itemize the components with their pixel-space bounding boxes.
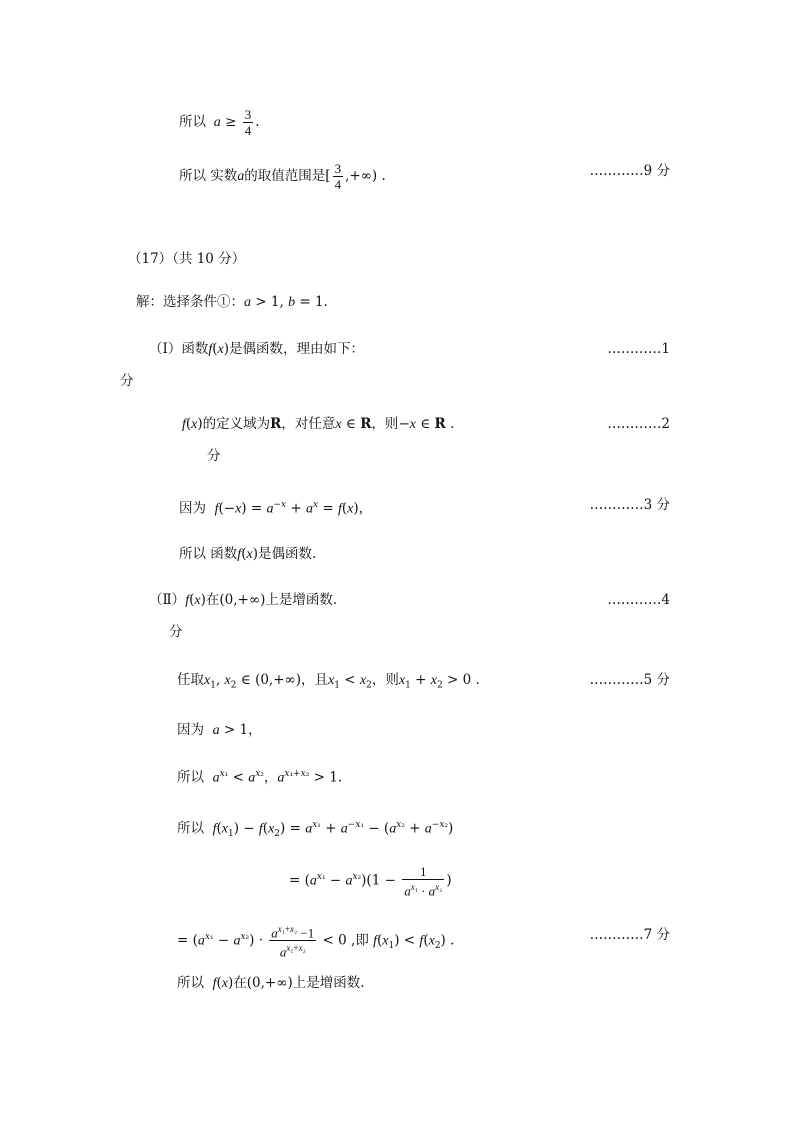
line-a-ge: 所以 a ≥ $\frac{3}{4}$ .: [179, 107, 260, 138]
line-range: 所以 实数a的取值范围是[ $\frac{3}{4}$ ,+∞) .: [179, 161, 386, 192]
domain-line: f(x)的定义域为R，对任意x ∈ R，则−x ∈ R .: [182, 416, 455, 432]
section-heading: （17）（共 10 分）: [128, 251, 246, 267]
score-2: …………2: [607, 416, 670, 432]
because-a-gt-1: 因为 a > 1，: [177, 722, 262, 738]
score-9: …………9 分: [589, 163, 670, 179]
conclusion-increasing: 所以 f(x)在(0,+∞)上是增函数.: [177, 975, 365, 991]
fraction-3-4-range: $\frac{3}{4}$: [334, 161, 342, 192]
inequality-powers: 所以 $a^{x_1} < a^{x_2}$，$a^{x_1+x_2} > 1$.: [177, 769, 343, 786]
score-2-wrap: 分: [207, 448, 221, 464]
difference-line-3: = $(a^{x_1} - a^{x_2})$ · $\frac{a^{x_1+x_2} -1}{a^{x_1+x_2}}$ < 0 ,即 $f(x_1) < f(x_2)$ .: [177, 924, 455, 960]
solution-condition: 解：选择条件①：a > 1, b = 1.: [136, 294, 328, 310]
difference-line-1: 所以 $f(x_1) - f(x_2) = a^{x_1} + a^{-x_1} - (a^{x_2} + a^{-x_2})$: [177, 820, 454, 840]
score-3: …………3 分: [589, 497, 670, 513]
score-7: …………7 分: [589, 927, 670, 943]
because-even: 因为 $f(-x) = a^{-x} + a^x = f(x)$，: [179, 500, 373, 517]
fraction-3-4: $\frac{3}{4}$: [244, 107, 252, 138]
part-2-statement: （Ⅱ）f(x)在(0,+∞)上是增函数.: [149, 592, 338, 608]
take-x1-x2: 任取$x_1$, $x_2$ ∈ (0,+∞)，且$x_1 < x_2$，则$x_1 + x_2 > 0$ .: [177, 672, 480, 691]
score-4-wrap: 分: [169, 624, 183, 640]
difference-line-2: = $(a^{x_1} - a^{x_2})(1$ − $\frac{1}{a^{x_1} \cdot a^{x_2}}$ ): [289, 864, 452, 899]
part-1-statement: （Ⅰ）函数f(x)是偶函数，理由如下：: [149, 341, 365, 357]
score-1: …………1: [607, 341, 670, 357]
score-1-wrap: 分: [120, 373, 134, 389]
conclusion-even: 所以 函数f(x)是偶函数.: [179, 546, 317, 562]
score-5: …………5 分: [589, 672, 670, 688]
score-4: …………4: [607, 592, 670, 608]
